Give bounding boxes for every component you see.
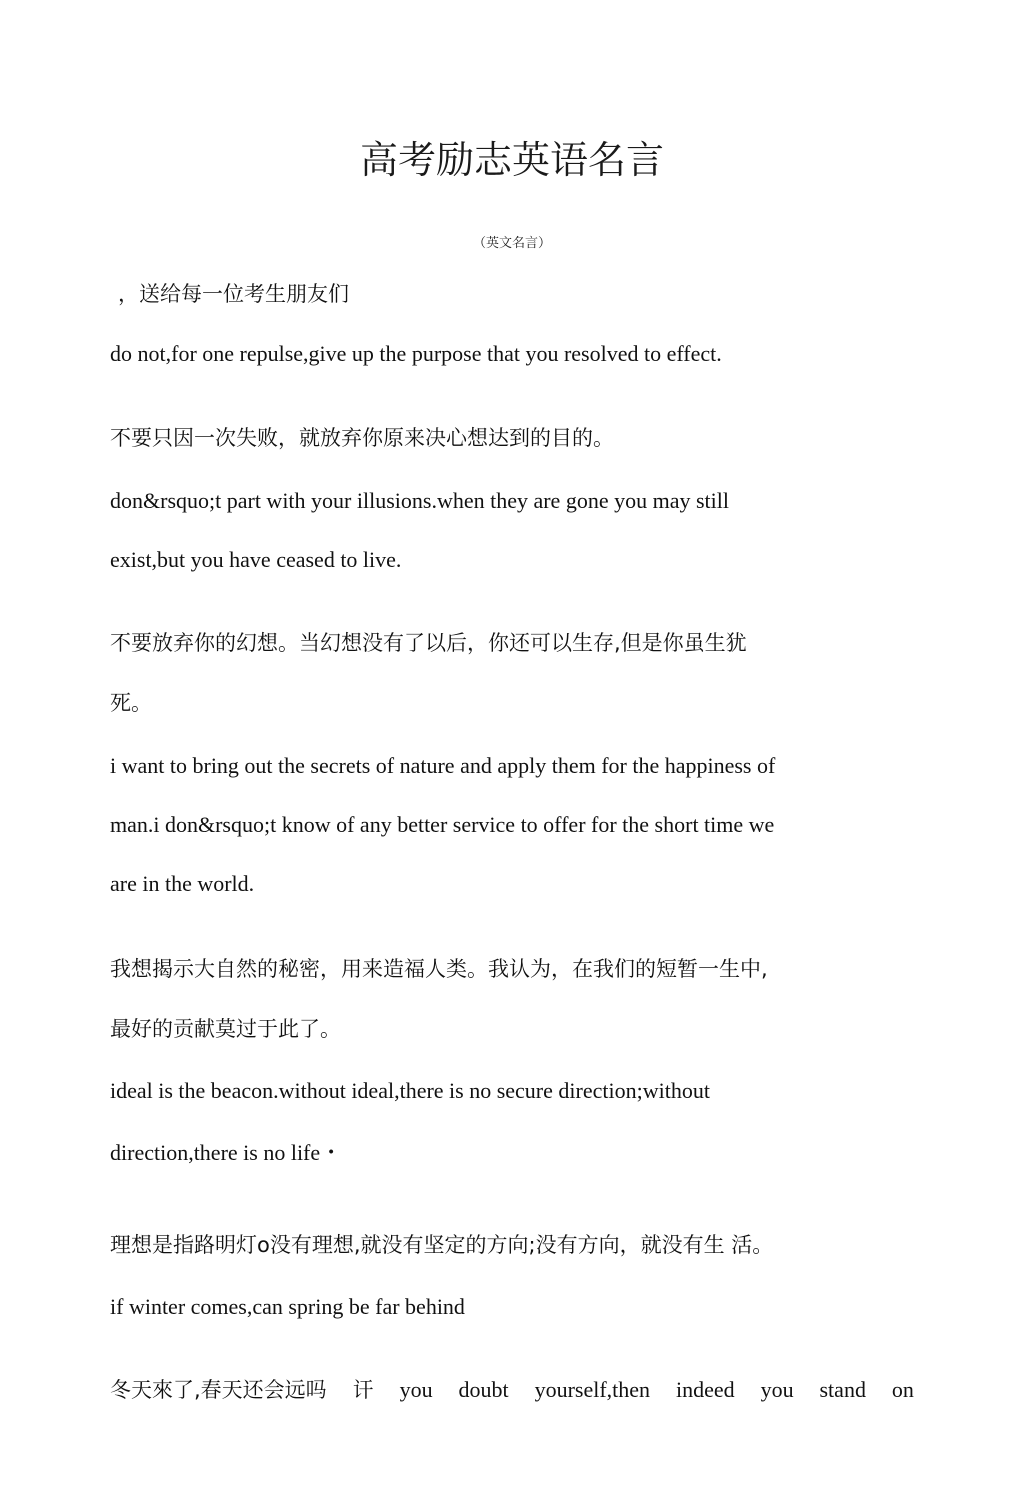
quote-en-line: man.i don&rsquo;t know of any better service to offer for the short time we <box>110 812 775 837</box>
quote-zh-line: 我想揭示大自然的秘密，用来造福人类。我认为，在我们的短暂一生中, <box>110 957 768 981</box>
last-line-segment: stand <box>819 1377 866 1402</box>
quote-en-line: don&rsquo;t part with your illusions.when they are gone you may still <box>110 488 729 513</box>
quote-en-line: ideal is the beacon.without ideal,there is no secure direction;without <box>110 1078 710 1103</box>
quote-zh-line: 最好的贡献莫过于此了。 <box>110 1017 341 1041</box>
quote-en-line: are in the world. <box>110 871 255 896</box>
quote-en-line: do not,for one repulse,give up the purpose that you resolved to effect. <box>110 341 722 366</box>
quote-zh-line: 死。 <box>110 691 152 715</box>
last-line-segment: 冬天來了,春天还会远吗 <box>110 1378 327 1402</box>
quote-en-line: if winter comes,can spring be far behind <box>110 1294 465 1319</box>
quote-zh-line: 不要放弃你的幻想。当幻想没有了以后，你还可以生存,但是你虽生犹 <box>110 631 747 655</box>
document-title: 高考励志英语名言 <box>359 138 664 182</box>
quote-en-line: direction,there is no life・ <box>110 1140 343 1165</box>
quote-en-line: i want to bring out the secrets of nature and apply them for the happiness of <box>110 753 776 778</box>
last-line-segment: on <box>891 1377 914 1402</box>
quote-zh-line: 不要只因一次失败，就放弃你原来决心想达到的目的。 <box>110 426 614 450</box>
last-line-segment: doubt <box>458 1377 509 1402</box>
quote-zh-line: 理想是指路明灯o没有理想,就没有坚定的方向;没有方向，就没有生 活。 <box>110 1233 774 1257</box>
last-line-segment: you <box>760 1377 794 1402</box>
intro-line: ，送给每一位考生朋友们 <box>118 282 349 306</box>
document-subtitle: （英文名言） <box>472 236 551 251</box>
last-line-segment: you <box>399 1377 433 1402</box>
mixed-last-line <box>110 1375 914 1405</box>
last-line-segment: 讦 <box>352 1378 374 1402</box>
last-line-segment: yourself,then <box>534 1377 651 1402</box>
quote-en-line: exist,but you have ceased to live. <box>110 547 402 572</box>
last-line-segment: indeed <box>675 1377 735 1402</box>
